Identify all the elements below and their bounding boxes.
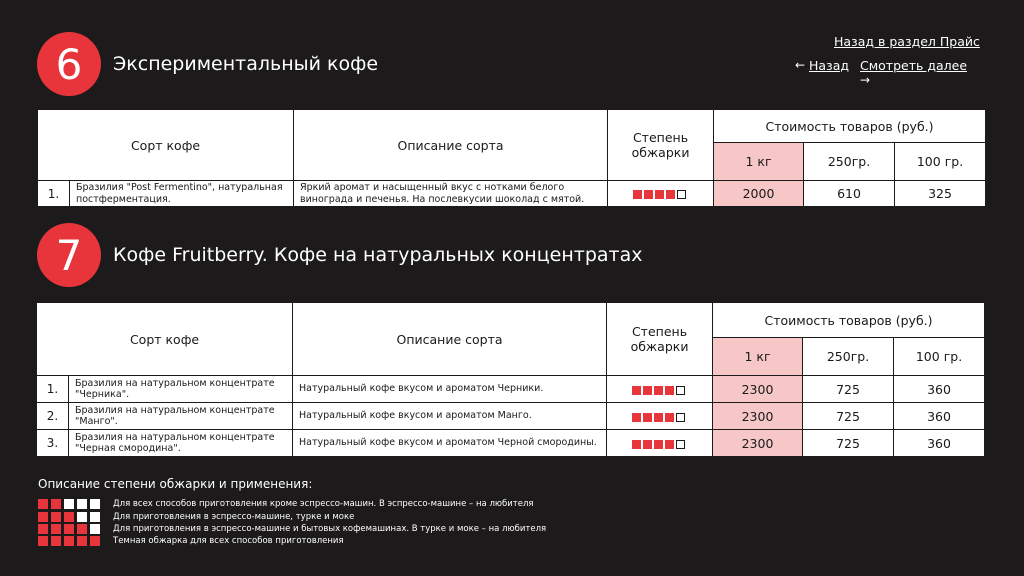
coffee-description: Натуральный кофе вкусом и ароматом Черной смородины. — [293, 430, 607, 457]
header-weight-250g: 250гр. — [804, 143, 895, 181]
row-number: 3. — [37, 430, 69, 457]
see-more-link[interactable]: Смотреть далее — [860, 58, 968, 73]
roast-empty-square — [77, 512, 87, 522]
header-roast: Степень обжарки — [607, 303, 713, 376]
forward-arrow-icon: → — [860, 73, 871, 87]
roast-filled-square — [64, 512, 74, 522]
section-number-badge: 7 — [37, 223, 101, 287]
coffee-name: Бразилия на натуральном концентрате "Черная смородина". — [69, 430, 293, 457]
price-1kg: 2000 — [714, 181, 804, 207]
roast-filled-square — [654, 386, 663, 395]
roast-filled-square — [77, 536, 87, 546]
roast-empty-square — [64, 499, 74, 509]
roast-filled-square — [666, 190, 675, 199]
roast-filled-square — [51, 536, 61, 546]
header-cost: Стоимость товаров (руб.) — [713, 303, 985, 338]
roast-scale-icon — [38, 512, 103, 522]
row-number: 1. — [38, 181, 70, 207]
header-variety: Сорт кофе — [37, 303, 293, 376]
price-100g: 360 — [894, 403, 985, 430]
header-description: Описание сорта — [294, 110, 608, 181]
legend-text: Темная обжарка для всех способов приготовления — [113, 535, 344, 546]
roast-empty-square — [676, 413, 685, 422]
roast-filled-square — [643, 413, 652, 422]
coffee-description: Яркий аромат и насыщенный вкус с нотками белого винограда и печенья. На послевкусии шоколад с мятой. — [294, 181, 608, 207]
header-weight-250g: 250гр. — [803, 338, 894, 376]
legend-item — [38, 511, 354, 522]
header-weight-100g: 100 гр. — [895, 143, 986, 181]
roast-filled-square — [38, 512, 48, 522]
legend-item — [38, 498, 534, 509]
row-number: 2. — [37, 403, 69, 430]
legend-item — [38, 535, 344, 546]
back-link[interactable]: Назад — [809, 58, 850, 73]
roast-filled-square — [665, 413, 674, 422]
roast-filled-square — [644, 190, 653, 199]
price-100g: 360 — [894, 430, 985, 457]
price-250g: 725 — [803, 430, 894, 457]
coffee-description: Натуральный кофе вкусом и ароматом Манго. — [293, 403, 607, 430]
price-100g: 325 — [895, 181, 986, 207]
section-title: Кофе Fruitberry. Кофе на натуральных концентратах — [113, 244, 643, 266]
roast-level — [608, 181, 714, 207]
row-number: 1. — [37, 376, 69, 403]
roast-filled-square — [632, 413, 641, 422]
header-weight-1kg: 1 кг — [713, 338, 803, 376]
price-1kg: 2300 — [713, 376, 803, 403]
roast-filled-square — [90, 536, 100, 546]
roast-scale-icon — [38, 524, 103, 534]
roast-filled-square — [38, 524, 48, 534]
coffee-name: Бразилия "Post Fermentino", натуральная постферментация. — [70, 181, 294, 207]
back-to-price-link[interactable]: Назад в раздел Прайс — [834, 34, 980, 49]
price-250g: 610 — [804, 181, 895, 207]
price-250g: 725 — [803, 376, 894, 403]
price-250g: 725 — [803, 403, 894, 430]
roast-filled-square — [665, 440, 674, 449]
legend-title: Описание степени обжарки и применения: — [38, 477, 313, 491]
table-row — [37, 430, 985, 457]
roast-filled-square — [38, 499, 48, 509]
price-100g: 360 — [894, 376, 985, 403]
roast-filled-square — [654, 440, 663, 449]
roast-filled-square — [51, 512, 61, 522]
roast-filled-square — [665, 386, 674, 395]
header-description: Описание сорта — [293, 303, 607, 376]
legend-text: Для приготовления в эспрессо-машине и бытовых кофемашинах. В турке и моке – на любителя — [113, 523, 547, 534]
roast-empty-square — [90, 512, 100, 522]
table-row — [38, 181, 986, 207]
roast-filled-square — [64, 524, 74, 534]
roast-level — [607, 403, 713, 430]
roast-filled-square — [51, 524, 61, 534]
roast-filled-square — [633, 190, 642, 199]
legend-item — [38, 523, 546, 534]
legend-text: Для всех способов приготовления кроме эспрессо-машин. В эспрессо-машине – на любителя — [113, 498, 534, 509]
roast-filled-square — [632, 386, 641, 395]
price-1kg: 2300 — [713, 403, 803, 430]
roast-filled-square — [77, 524, 87, 534]
roast-empty-square — [676, 440, 685, 449]
table-row — [37, 403, 985, 430]
roast-empty-square — [677, 190, 686, 199]
price-1kg: 2300 — [713, 430, 803, 457]
header-roast: Степень обжарки — [608, 110, 714, 181]
legend-text: Для приготовления в эспрессо-машине, турке и моке — [113, 511, 355, 522]
roast-filled-square — [655, 190, 664, 199]
roast-empty-square — [90, 499, 100, 509]
roast-empty-square — [90, 524, 100, 534]
roast-scale-icon — [38, 536, 103, 546]
roast-filled-square — [643, 440, 652, 449]
roast-filled-square — [632, 440, 641, 449]
header-cost: Стоимость товаров (руб.) — [714, 110, 986, 143]
roast-level — [607, 376, 713, 403]
roast-filled-square — [654, 413, 663, 422]
roast-empty-square — [676, 386, 685, 395]
back-arrow-icon: ← — [795, 58, 806, 72]
header-weight-1kg: 1 кг — [714, 143, 804, 181]
coffee-name: Бразилия на натуральном концентрате "Манго". — [69, 403, 293, 430]
roast-level — [607, 430, 713, 457]
coffee-name: Бразилия на натуральном концентрате "Черника". — [69, 376, 293, 403]
roast-filled-square — [643, 386, 652, 395]
header-variety: Сорт кофе — [38, 110, 294, 181]
header-weight-100g: 100 гр. — [894, 338, 985, 376]
table-row — [37, 376, 985, 403]
coffee-description: Натуральный кофе вкусом и ароматом Черники. — [293, 376, 607, 403]
roast-filled-square — [51, 499, 61, 509]
price-table-fruitberry — [36, 302, 985, 457]
section-number-badge: 6 — [37, 32, 101, 96]
section-title: Экспериментальный кофе — [113, 53, 379, 75]
roast-filled-square — [64, 536, 74, 546]
roast-scale-icon — [38, 499, 103, 509]
price-table-experimental — [37, 109, 986, 207]
roast-filled-square — [38, 536, 48, 546]
roast-empty-square — [77, 499, 87, 509]
